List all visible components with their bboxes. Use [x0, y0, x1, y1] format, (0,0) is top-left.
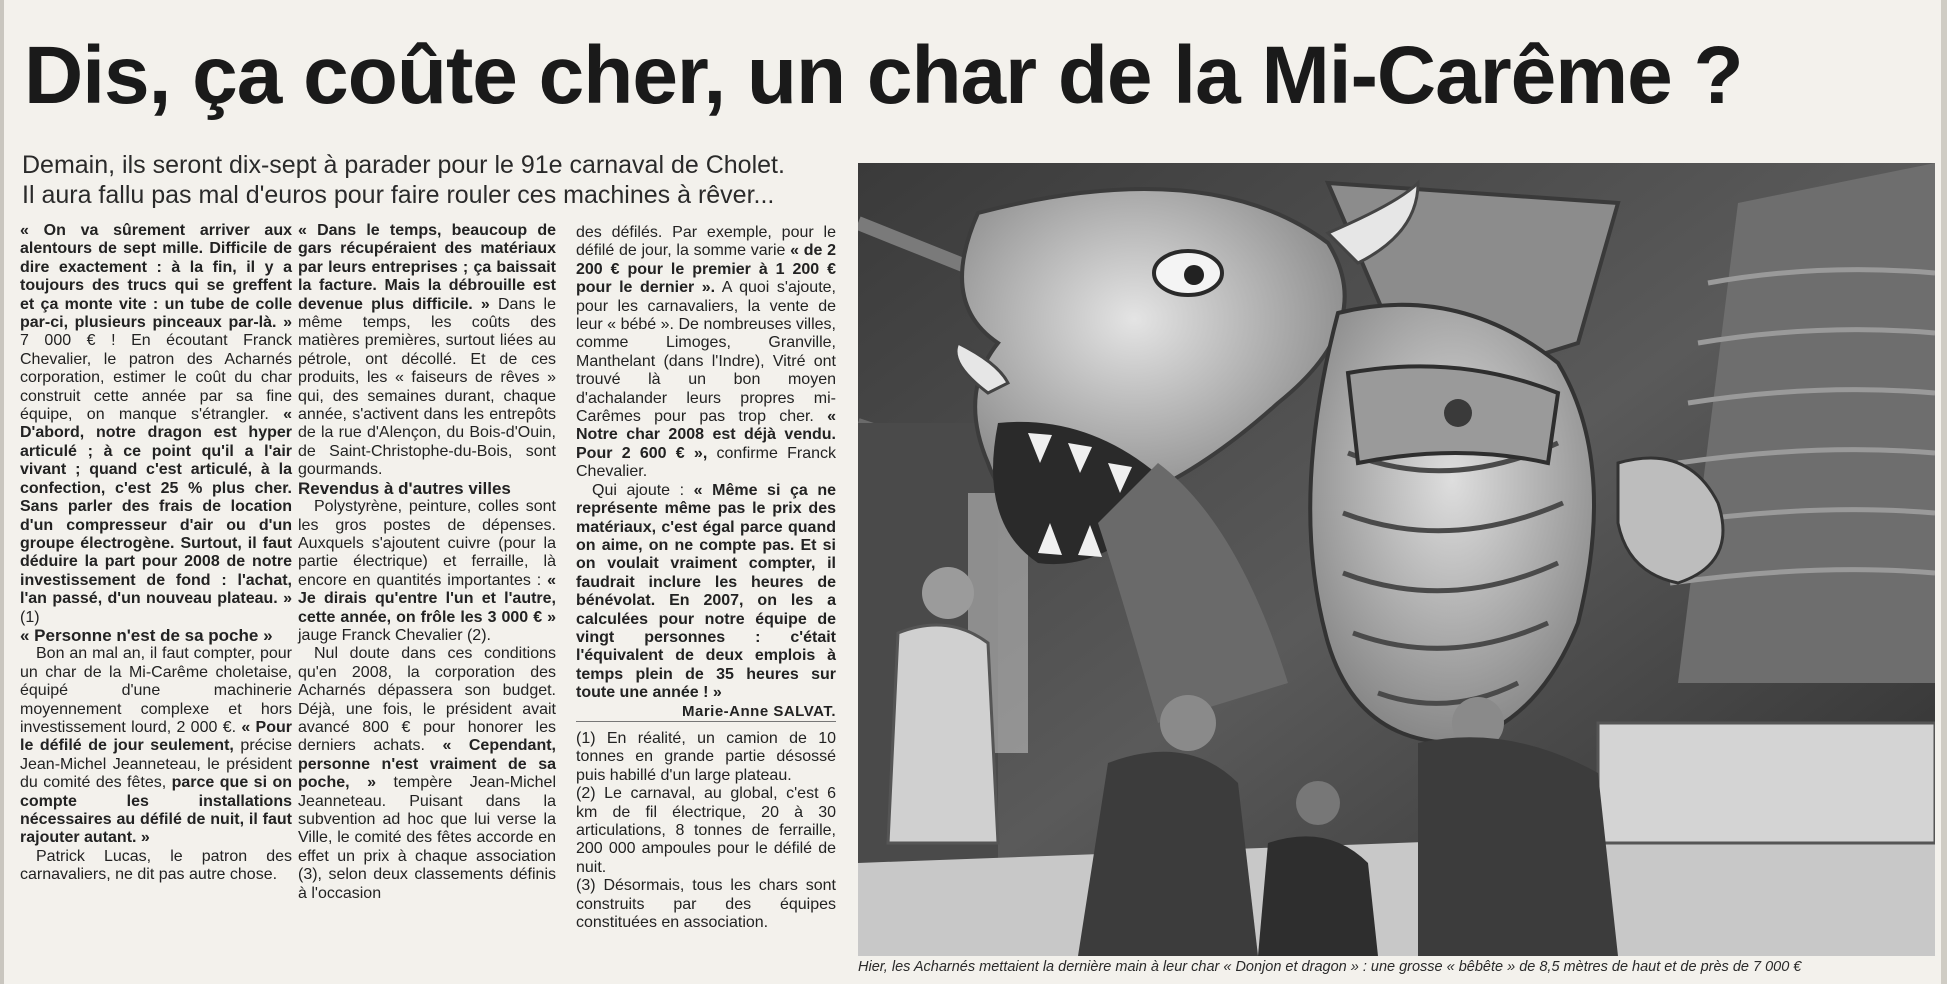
quote-bold: « Je dirais qu'entre l'un et l'autre, cette année, on frôle les 3 000 € »: [298, 571, 556, 626]
quote-bold: « Même si ça ne représente même pas le prix des matériaux, c'est égal parce quand on aime, on ne compte pas. Et si on voulait vraiment compter, il faudrait inclure les heures de bénévolat. En 2007, on les a calculées pour notre équipe de vingt personnes : c'était l'équivalent de deux emplois à temps plein de 35 heures sur toute une année ! »: [576, 481, 836, 702]
dragon-float-illustration: [858, 163, 1935, 956]
scan-edge-right: [1941, 0, 1947, 984]
footnotes: [576, 721, 836, 932]
paragraph: [298, 645, 556, 903]
paragraph: [298, 498, 556, 645]
quote-bold: « de 2 200 € pour le premier à 1 200 € pour le dernier ».: [576, 242, 836, 297]
scan-edge-left: [0, 0, 4, 984]
paragraph: [576, 482, 836, 703]
body-text: précise Jean-Michel Jeanneteau, le président du comité des fêtes,: [20, 737, 292, 792]
footnote-1: (1) En réalité, un camion de 10 tonnes en grande partie désossé puis habillé d'un large plateau.: [576, 729, 836, 784]
section-heading: « Personne n'est de sa poche »: [20, 625, 273, 645]
body-text: tempère Jean-Michel Jeanneteau. Puisant dans la subvention ad hoc que lui verse la Ville, le comité des fêtes accorde en effet un prix à chaque association (3), selon deux classements définis à l'occasion: [298, 774, 557, 902]
paragraph: [576, 224, 836, 482]
paragraph: [20, 645, 292, 847]
photo-caption: Hier, les Acharnés mettaient la dernière main à leur char « Donjon et dragon » : une grosse « bêbête » de 8,5 mètres de haut et de près de 7 000 €: [858, 959, 1802, 975]
body-text: A quoi s'ajoute, pour les carnavaliers, la vente de leur « bébé ». De nombreuses villes, comme Limoges, Granville, Manthelant (dans l'Indre), Vitré ont trouvé là un bon moyen d'achalander leurs propres mi-Carêmes pour pas trop cher.: [576, 279, 836, 426]
body-text: Bon an mal an, il faut compter, pour un char de la Mi-Carême choletaise, équipé d'une machinerie moyennement complexe et hors investissement lourd, 2 000 €.: [20, 645, 292, 736]
body-text: confirme Franck Chevalier.: [576, 444, 837, 481]
body-text: jauge Franck Chevalier (2).: [298, 626, 491, 644]
body-text: 7 000 € ! En écoutant Franck Chevalier, le patron des Acharnés corporation, estimer le coût du char construit cette année par sa fine équipe, on manque s'étrangler.: [20, 332, 292, 424]
paragraph: [298, 222, 556, 480]
quote-bold: « D'abord, notre dragon est hyper articulé ; à ce point qu'il a l'air vivant ; quand c'est articulé, à la confection, c'est 25 % plus cher. Sans parler des frais de location d'un compresseur d'air ou d'un groupe électrogène. Surtout, il faut déduire la part pour 2008 de notre investissement de fond : l'achat, l'an passé, d'un nouveau plateau. »: [20, 406, 292, 608]
quote-bold: parce que si on compte les installations nécessaires au défilé de nuit, il faut rajouter autant. »: [20, 774, 292, 847]
paragraph: Patrick Lucas, le patron des carnavaliers, ne dit pas autre chose.: [20, 847, 292, 884]
subtitle-line-1: Demain, ils seront dix-sept à parader pour le 91e carnaval de Cholet.: [22, 151, 785, 179]
body-text: Dans le même temps, les coûts des matières premières, surtout liées au pétrole, ont décollé. Et de ces produits, les « faiseurs de rêves » qui, des semaines durant, chaque année, s'activent dans les entrepôts de la rue d'Alençon, du Bois-d'Ouin, de Saint-Christophe-du-Bois, sont gourmands.: [298, 295, 556, 479]
body-text: Qui ajoute :: [592, 481, 685, 499]
subtitle-line-2: Il aura fallu pas mal d'euros pour faire rouler ces machines à rêver...: [22, 181, 775, 209]
quote-bold: « Cependant, personne n'est vraiment de sa poche, »: [298, 737, 556, 792]
quote-bold: « On va sûrement arriver aux alentours de sept mille. Difficile de dire exactement : à la fin, il y a toujours des trucs qui se greffent et ça monte vite : un tube de colle par-ci, plusieurs pinceaux par-là. »: [20, 222, 292, 332]
dragon-float-photo: [858, 163, 1935, 956]
quote-bold: « Dans le temps, beaucoup de gars récupéraient des matériaux par leurs entreprises ; ça baissait la facture. Mais la débrouille est devenue plus difficile. »: [298, 222, 556, 313]
section-heading: Revendus à d'autres villes: [298, 478, 511, 498]
quote-bold: « Notre char 2008 est déjà vendu. Pour 2 600 € »,: [576, 408, 837, 462]
article-column-2: [298, 222, 556, 903]
article-column-3: [576, 224, 836, 932]
paragraph: [20, 222, 292, 627]
article-title: Dis, ça coûte cher, un char de la Mi-Carême ?: [24, 30, 1743, 121]
quote-bold: « Pour le défilé de jour seulement,: [20, 718, 292, 755]
body-text: Polystyrène, peinture, colles sont les gros postes de dépenses. Auxquels s'ajoutent cuivre (pour la partie électrique) et ferraille, là encore en quantités importantes :: [298, 498, 556, 589]
footnote-3: (3) Désormais, tous les chars sont construits par des équipes constituées en association.: [576, 877, 836, 932]
body-text: des défilés. Par exemple, pour le défilé de jour, la somme varie: [576, 224, 836, 260]
article-subtitle: [22, 150, 852, 210]
author-signature: Marie-Anne SALVAT.: [681, 702, 836, 720]
article-column-1: [20, 222, 292, 885]
footnote-2: (2) Le carnaval, au global, c'est 6 km de fil électrique, 20 à 30 articulations, 8 tonnes de ferraille, 200 000 ampoules pour le défilé de nuit.: [576, 785, 836, 876]
body-text: (1): [20, 608, 40, 626]
body-text: Nul doute dans ces conditions qu'en 2008, la corporation des Acharnés dépassera son budget. Déjà, une fois, le président avait avancé 800 € pour honorer les derniers achats.: [298, 645, 556, 755]
